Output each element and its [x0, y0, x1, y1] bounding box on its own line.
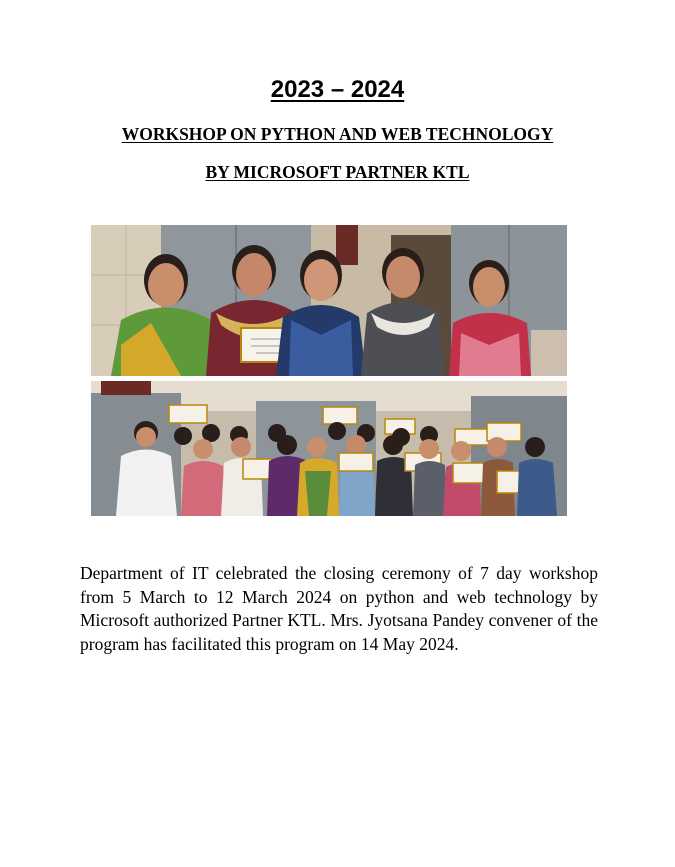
ceremony-photo-top-image [91, 225, 567, 376]
year-heading: 2023 – 2024 [270, 76, 405, 103]
event-description: Department of IT celebrated the closing ceremony of 7 day workshop from 5 March to 12 March 2024 on python and web technology by Microsoft authorized Partner KTL. Mrs. Jyotsana Pandey convener of the program has facilitated this program on 14 May 2024. [80, 563, 598, 654]
ceremony-photo-bottom-image [91, 381, 567, 516]
ceremony-photo-bottom [91, 381, 567, 516]
workshop-title: WORKSHOP ON PYTHON AND WEB TECHNOLOGY [121, 124, 554, 144]
workshop-subtitle: BY MICROSOFT PARTNER KTL [205, 162, 470, 182]
ceremony-photo-top [91, 225, 567, 376]
